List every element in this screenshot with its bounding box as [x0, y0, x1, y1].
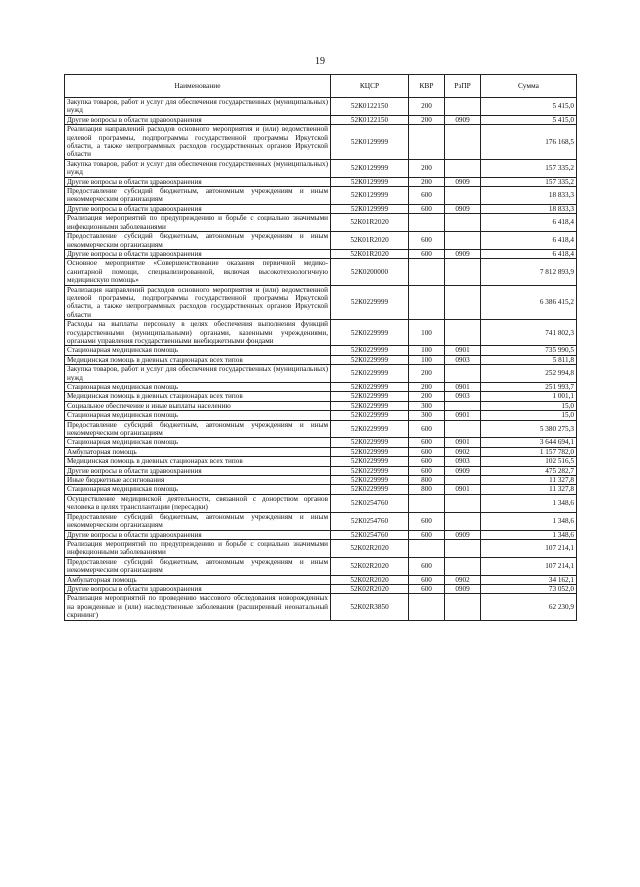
table-header-row [65, 75, 577, 98]
cell-kvr: 200 [409, 115, 445, 124]
cell-name: Предоставление субсидий бюджетным, автономным учреждениям и иным некоммерческим организациям [65, 512, 331, 530]
cell-kcsr: 52К0129999 [331, 125, 409, 160]
table-row [65, 485, 577, 494]
cell-sum: 15,0 [481, 401, 577, 410]
cell-kcsr: 52К0229999 [331, 447, 409, 456]
cell-name: Закупка товаров, работ и услуг для обеспечения государственных (муниципальных) нужд [65, 365, 331, 383]
cell-name: Осуществление медицинской деятельности, связанной с донорством органов человека в целях трансплантации (пересадки) [65, 494, 331, 512]
cell-kcsr: 52К02R2020 [331, 557, 409, 575]
cell-kvr: 600 [409, 457, 445, 466]
cell-kvr [409, 494, 445, 512]
cell-rzpr [445, 187, 481, 205]
cell-sum: 18 833,3 [481, 204, 577, 213]
cell-kvr: 600 [409, 420, 445, 438]
cell-rzpr: 0901 [445, 411, 481, 420]
cell-sum: 735 990,5 [481, 346, 577, 355]
cell-kcsr: 52К0229999 [331, 346, 409, 355]
cell-kcsr: 52К0229999 [331, 320, 409, 346]
cell-kcsr: 52К0229999 [331, 485, 409, 494]
cell-kcsr: 52К0129999 [331, 187, 409, 205]
cell-name: Предоставление субсидий бюджетным, автономным учреждениям и иным некоммерческим организациям [65, 420, 331, 438]
cell-kcsr: 52К0229999 [331, 457, 409, 466]
cell-kcsr: 52К0122150 [331, 98, 409, 116]
table-row [65, 383, 577, 392]
cell-sum: 107 214,1 [481, 539, 577, 557]
cell-rzpr: 0901 [445, 438, 481, 447]
cell-kvr [409, 259, 445, 285]
cell-sum: 6 418,4 [481, 232, 577, 250]
cell-kvr: 600 [409, 447, 445, 456]
cell-rzpr [445, 494, 481, 512]
cell-sum: 5 415,0 [481, 98, 577, 116]
table-row [65, 494, 577, 512]
cell-name: Иные бюджетные ассигнования [65, 476, 331, 485]
cell-rzpr: 0902 [445, 575, 481, 584]
cell-rzpr: 0901 [445, 485, 481, 494]
table-row [65, 249, 577, 258]
cell-rzpr [445, 285, 481, 320]
cell-rzpr: 0903 [445, 457, 481, 466]
cell-rzpr: 0909 [445, 466, 481, 475]
table-row [65, 411, 577, 420]
table-row [65, 539, 577, 557]
cell-name: Расходы на выплаты персоналу в целях обеспечения выполнения функций государственными (муниципальными) органами, казенными учреждениями, органами управления государственными внебюджетными фондами [65, 320, 331, 346]
cell-kcsr: 52К01R2020 [331, 232, 409, 250]
cell-kvr [409, 285, 445, 320]
cell-kvr: 200 [409, 392, 445, 401]
table-row [65, 214, 577, 232]
cell-name: Медицинская помощь в дневных стационарах всех типов [65, 355, 331, 364]
cell-kvr: 600 [409, 232, 445, 250]
cell-kvr: 600 [409, 466, 445, 475]
cell-kcsr: 52К0229999 [331, 285, 409, 320]
table-row [65, 187, 577, 205]
cell-kcsr: 52К01R2020 [331, 214, 409, 232]
cell-rzpr [445, 539, 481, 557]
cell-sum: 252 994,8 [481, 365, 577, 383]
cell-name: Реализация мероприятий по предупреждению и борьбе с социально значимыми инфекционными заболеваниями [65, 539, 331, 557]
cell-kcsr: 52К0129999 [331, 204, 409, 213]
cell-name: Реализация мероприятий по проведению массового обследования новорожденных на врожденные и (или) наследственные заболевания (расширенный неонатальный скрининг) [65, 594, 331, 620]
cell-kvr: 600 [409, 530, 445, 539]
cell-sum: 6 418,4 [481, 249, 577, 258]
cell-sum: 5 811,8 [481, 355, 577, 364]
table-row [65, 530, 577, 539]
cell-kcsr: 52К0254760 [331, 494, 409, 512]
cell-name: Стационарная медицинская помощь [65, 383, 331, 392]
cell-rzpr: 0909 [445, 115, 481, 124]
cell-sum: 102 516,5 [481, 457, 577, 466]
cell-sum: 6 418,4 [481, 214, 577, 232]
table-row [65, 584, 577, 593]
table-row [65, 177, 577, 186]
cell-kcsr: 52К0229999 [331, 420, 409, 438]
cell-sum: 741 802,3 [481, 320, 577, 346]
cell-name: Другие вопросы в области здравоохранения [65, 249, 331, 258]
cell-sum: 5 380 275,3 [481, 420, 577, 438]
cell-kcsr: 52К0229999 [331, 466, 409, 475]
table-row [65, 125, 577, 160]
cell-rzpr [445, 476, 481, 485]
cell-kvr: 800 [409, 476, 445, 485]
cell-rzpr: 0909 [445, 584, 481, 593]
page-number: 19 [315, 56, 325, 67]
cell-name: Стационарная медицинская помощь [65, 485, 331, 494]
cell-kvr [409, 214, 445, 232]
cell-name: Социальное обеспечение и иные выплаты населению [65, 401, 331, 410]
cell-name: Основное мероприятие «Совершенствование оказания первичной медико-санитарной помощи, специализированной, включая высокотехнологичную медицинскую помощь» [65, 259, 331, 285]
cell-sum: 11 327,8 [481, 485, 577, 494]
cell-sum: 251 993,7 [481, 383, 577, 392]
cell-kvr: 200 [409, 98, 445, 116]
table-row [65, 392, 577, 401]
table-row [65, 476, 577, 485]
cell-kvr: 600 [409, 204, 445, 213]
cell-kcsr: 52К01R2020 [331, 249, 409, 258]
table-row [65, 557, 577, 575]
cell-kcsr: 52К0229999 [331, 438, 409, 447]
cell-rzpr [445, 401, 481, 410]
cell-kcsr: 52К0229999 [331, 383, 409, 392]
header-kvr: КВР [409, 75, 445, 98]
cell-kvr: 600 [409, 249, 445, 258]
cell-kcsr: 52К0229999 [331, 401, 409, 410]
cell-kvr: 200 [409, 159, 445, 177]
cell-kvr: 200 [409, 177, 445, 186]
cell-sum: 6 386 415,2 [481, 285, 577, 320]
table-row [65, 512, 577, 530]
cell-name: Закупка товаров, работ и услуг для обеспечения государственных (муниципальных) нужд [65, 159, 331, 177]
header-kcsr: КЦСР [331, 75, 409, 98]
table-row [65, 365, 577, 383]
cell-rzpr [445, 320, 481, 346]
cell-name: Предоставление субсидий бюджетным, автономным учреждениям и иным некоммерческим организациям [65, 232, 331, 250]
cell-kcsr: 52К0229999 [331, 411, 409, 420]
cell-name: Стационарная медицинская помощь [65, 411, 331, 420]
cell-kcsr: 52К02R2020 [331, 584, 409, 593]
cell-rzpr: 0909 [445, 530, 481, 539]
cell-kvr [409, 539, 445, 557]
cell-name: Другие вопросы в области здравоохранения [65, 204, 331, 213]
cell-name: Другие вопросы в области здравоохранения [65, 177, 331, 186]
cell-sum: 3 644 694,1 [481, 438, 577, 447]
cell-rzpr: 0903 [445, 355, 481, 364]
cell-kvr: 600 [409, 557, 445, 575]
cell-name: Реализация направлений расходов основного мероприятия и (или) ведомственной целевой программы, подпрограммы государственной программы Иркутской области, а также непрограммных расходов государственных органов Иркутской области [65, 285, 331, 320]
table-row [65, 320, 577, 346]
table-row [65, 420, 577, 438]
cell-kvr: 100 [409, 346, 445, 355]
cell-kvr: 100 [409, 355, 445, 364]
cell-kcsr: 52К0129999 [331, 159, 409, 177]
cell-rzpr [445, 512, 481, 530]
cell-kvr: 100 [409, 320, 445, 346]
cell-rzpr [445, 259, 481, 285]
cell-sum: 34 162,1 [481, 575, 577, 584]
cell-name: Медицинская помощь в дневных стационарах всех типов [65, 392, 331, 401]
table-row [65, 115, 577, 124]
cell-kvr: 600 [409, 584, 445, 593]
cell-kcsr: 52К0122150 [331, 115, 409, 124]
cell-sum: 1 348,6 [481, 530, 577, 539]
cell-sum: 62 230,9 [481, 594, 577, 620]
cell-kvr: 200 [409, 365, 445, 383]
table-row [65, 594, 577, 620]
cell-rzpr [445, 557, 481, 575]
cell-name: Закупка товаров, работ и услуг для обеспечения государственных (муниципальных) нужд [65, 98, 331, 116]
table-row [65, 575, 577, 584]
cell-kcsr: 52К02R2020 [331, 575, 409, 584]
table-row [65, 438, 577, 447]
table-row [65, 355, 577, 364]
cell-name: Другие вопросы в области здравоохранения [65, 466, 331, 475]
cell-sum: 1 001,1 [481, 392, 577, 401]
cell-kvr: 300 [409, 401, 445, 410]
cell-sum: 5 415,0 [481, 115, 577, 124]
cell-rzpr: 0909 [445, 177, 481, 186]
cell-kvr: 600 [409, 187, 445, 205]
cell-rzpr: 0909 [445, 204, 481, 213]
cell-sum: 176 168,5 [481, 125, 577, 160]
cell-rzpr [445, 232, 481, 250]
cell-kcsr: 52К02R3850 [331, 594, 409, 620]
table-row [65, 285, 577, 320]
table-row [65, 259, 577, 285]
cell-kvr: 300 [409, 411, 445, 420]
table-row [65, 159, 577, 177]
table-row [65, 447, 577, 456]
cell-kvr: 600 [409, 512, 445, 530]
cell-kcsr: 52К0200000 [331, 259, 409, 285]
cell-rzpr [445, 365, 481, 383]
table-row [65, 232, 577, 250]
cell-rzpr: 0903 [445, 392, 481, 401]
cell-name: Амбулаторная помощь [65, 447, 331, 456]
cell-rzpr [445, 214, 481, 232]
cell-kcsr: 52К0229999 [331, 365, 409, 383]
cell-rzpr [445, 420, 481, 438]
cell-sum: 107 214,1 [481, 557, 577, 575]
header-sum: Сумма [481, 75, 577, 98]
cell-kvr [409, 594, 445, 620]
cell-name: Медицинская помощь в дневных стационарах всех типов [65, 457, 331, 466]
cell-rzpr: 0901 [445, 383, 481, 392]
header-rzpr: РзПР [445, 75, 481, 98]
cell-rzpr: 0902 [445, 447, 481, 456]
cell-sum: 157 335,2 [481, 159, 577, 177]
cell-kcsr: 52К0254760 [331, 530, 409, 539]
cell-kcsr: 52К0129999 [331, 177, 409, 186]
cell-sum: 475 282,7 [481, 466, 577, 475]
table-row [65, 98, 577, 116]
cell-rzpr [445, 594, 481, 620]
cell-name: Другие вопросы в области здравоохранения [65, 115, 331, 124]
table-row [65, 466, 577, 475]
cell-kcsr: 52К0229999 [331, 476, 409, 485]
cell-name: Стационарная медицинская помощь [65, 438, 331, 447]
cell-name: Предоставление субсидий бюджетным, автономным учреждениям и иным некоммерческим организациям [65, 187, 331, 205]
cell-kvr [409, 125, 445, 160]
cell-sum: 11 327,8 [481, 476, 577, 485]
cell-rzpr: 0901 [445, 346, 481, 355]
cell-sum: 15,0 [481, 411, 577, 420]
header-name: Наименование [65, 75, 331, 98]
cell-rzpr [445, 159, 481, 177]
table-row [65, 204, 577, 213]
cell-name: Предоставление субсидий бюджетным, автономным учреждениям и иным некоммерческим организациям [65, 557, 331, 575]
cell-sum: 73 052,0 [481, 584, 577, 593]
cell-sum: 157 335,2 [481, 177, 577, 186]
table-row [65, 401, 577, 410]
cell-rzpr [445, 125, 481, 160]
cell-name: Амбулаторная помощь [65, 575, 331, 584]
cell-kcsr: 52К0254760 [331, 512, 409, 530]
cell-sum: 1 157 782,0 [481, 447, 577, 456]
cell-name: Реализация мероприятий по предупреждению и борьбе с социально значимыми инфекционными заболеваниями [65, 214, 331, 232]
cell-sum: 7 812 893,9 [481, 259, 577, 285]
cell-name: Стационарная медицинская помощь [65, 346, 331, 355]
table-row [65, 346, 577, 355]
cell-rzpr [445, 98, 481, 116]
cell-kvr: 600 [409, 438, 445, 447]
cell-sum: 1 348,6 [481, 494, 577, 512]
cell-rzpr: 0909 [445, 249, 481, 258]
cell-name: Другие вопросы в области здравоохранения [65, 584, 331, 593]
table-row [65, 457, 577, 466]
cell-kcsr: 52К0229999 [331, 392, 409, 401]
cell-name: Другие вопросы в области здравоохранения [65, 530, 331, 539]
cell-kcsr: 52К02R2020 [331, 539, 409, 557]
budget-table [64, 74, 577, 621]
cell-kvr: 800 [409, 485, 445, 494]
cell-sum: 18 833,3 [481, 187, 577, 205]
cell-kvr: 600 [409, 575, 445, 584]
cell-kcsr: 52К0229999 [331, 355, 409, 364]
cell-kvr: 200 [409, 383, 445, 392]
cell-name: Реализация направлений расходов основного мероприятия и (или) ведомственной целевой программы, подпрограммы государственной программы Иркутской области, а также непрограммных расходов государственных органов Иркутской области [65, 125, 331, 160]
cell-sum: 1 348,6 [481, 512, 577, 530]
